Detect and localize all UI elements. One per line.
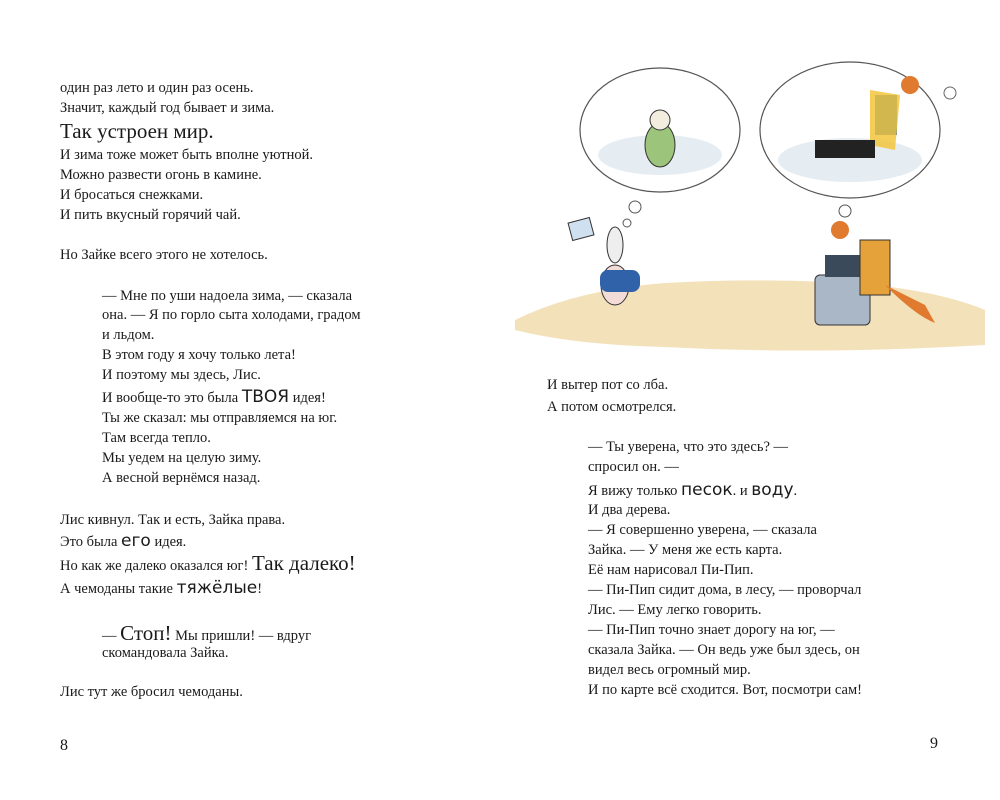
left-page-text-line — [60, 553, 356, 576]
right-page-text-line — [588, 680, 862, 700]
left-page-text-line — [102, 305, 361, 325]
text-segment: — Мне по уши надоела зима, — сказала — [102, 288, 353, 304]
text-segment: один раз лето и один раз осень. — [60, 80, 254, 96]
emphasized-word: Так устроен мир. — [60, 119, 214, 143]
right-page-text-line — [588, 540, 782, 560]
text-segment: Лис тут же бросил чемоданы. — [60, 684, 243, 700]
right-page-text-line — [588, 560, 754, 580]
text-segment: она. — Я по горло сыта холодами, градом — [102, 307, 361, 323]
left-page-text-line — [102, 345, 296, 365]
text-segment: В этом году я хочу только лета! — [102, 347, 296, 363]
right-page-text-line — [588, 660, 751, 680]
left-page-text-line — [60, 145, 313, 165]
text-segment: Её нам нарисовал Пи-Пип. — [588, 562, 754, 578]
text-segment: скомандовала Зайка. — [102, 645, 229, 661]
left-page-text-line — [102, 448, 261, 468]
text-segment: И пить вкусный горячий чай. — [60, 207, 241, 223]
text-segment: Значит, каждый год бывает и зима. — [60, 100, 275, 116]
left-page-text-line — [102, 365, 261, 385]
right-page-text-line — [588, 500, 670, 520]
text-segment: видел весь огромный мир. — [588, 662, 751, 678]
right-page-text-line — [547, 375, 668, 395]
right-page-text-line — [547, 397, 676, 417]
right-page-text-line — [588, 600, 762, 620]
emphasized-word: Стоп! — [120, 621, 172, 645]
text-segment: — — [102, 628, 121, 644]
text-segment: ! — [257, 581, 263, 597]
text-segment: Я вижу только — [588, 483, 682, 499]
text-segment: И вообще-то это была — [102, 390, 242, 406]
text-segment: — Пи-Пип сидит дома, в лесу, — проворчал — [588, 582, 862, 598]
left-page-text-line — [102, 468, 260, 488]
left-page-text-line — [60, 205, 241, 225]
right-page-text-line — [588, 520, 817, 540]
emphasized-word: тяжёлые — [176, 578, 258, 598]
text-segment: Это была — [60, 534, 122, 550]
text-segment: Там всегда тепло. — [102, 430, 211, 446]
sand-ground — [515, 280, 985, 350]
right-page-text-line — [588, 480, 797, 501]
left-page-text-line — [60, 682, 243, 702]
right-page-text-line — [588, 437, 788, 457]
text-segment: И бросаться снежками. — [60, 187, 204, 203]
left-page-text-line — [60, 245, 268, 265]
emphasized-word: его — [121, 531, 151, 551]
text-segment: спросил он. — — [588, 459, 679, 475]
text-segment: И два дерева. — [588, 502, 671, 518]
text-segment: Но как же далеко оказался юг! — [60, 558, 252, 574]
illustration-fox-and-bunny — [515, 55, 985, 355]
page-number-right: 9 — [930, 735, 938, 752]
text-segment: Но Зайке всего этого не хотелось. — [60, 247, 268, 263]
text-segment: А потом осмотрелся. — [547, 399, 677, 415]
left-page-text-line — [102, 286, 352, 306]
left-page-text-line — [60, 185, 203, 205]
emphasized-word: песок — [681, 480, 733, 500]
left-page-text-line — [102, 643, 228, 663]
left-page-text-line — [102, 428, 211, 448]
right-page-text-line — [588, 640, 860, 660]
text-segment: Зайка. — У меня же есть карта. — [588, 542, 783, 558]
bunny-with-bag-figure — [568, 217, 640, 305]
text-segment: И зима тоже может быть вполне уютной. — [60, 147, 313, 163]
text-segment: И поэтому мы здесь, Лис. — [102, 367, 261, 383]
left-page-text-line — [60, 510, 285, 530]
text-segment: идея! — [289, 390, 326, 406]
text-segment: идея. — [150, 534, 187, 550]
text-segment: Мы уедем на целую зиму. — [102, 450, 262, 466]
text-segment: Можно развести огонь в камине. — [60, 167, 262, 183]
right-page-text-line — [588, 457, 679, 477]
text-segment: и льдом. — [102, 327, 155, 343]
text-segment: И вытер пот со лба. — [547, 377, 669, 393]
emphasized-word: воду — [751, 480, 794, 500]
left-page-text-line — [60, 578, 262, 599]
text-segment: — Пи-Пип точно знает дорогу на юг, — — [588, 622, 835, 638]
left-page-text-line — [60, 98, 274, 118]
emphasized-word: Так далеко! — [251, 551, 356, 575]
left-page-text-line — [60, 78, 254, 98]
left-page-text-line — [102, 387, 326, 408]
text-segment: . и — [732, 483, 752, 499]
right-page-text-line — [588, 620, 835, 640]
text-segment: сказала Зайка. — Он ведь уже был здесь, он — [588, 642, 860, 658]
text-segment: Лис. — Ему легко говорить. — [588, 602, 762, 618]
emphasized-word: ТВОЯ — [241, 387, 290, 407]
page-number-left: 8 — [60, 737, 68, 754]
left-page-text-line — [60, 121, 214, 144]
text-segment: И по карте всё сходится. Вот, посмотри сам! — [588, 682, 862, 698]
text-segment: Мы пришли! — вдруг — [171, 628, 312, 644]
left-page-text-line — [102, 408, 337, 428]
left-page-text-line — [102, 325, 154, 345]
text-segment: — Ты уверена, что это здесь? — — [588, 439, 789, 455]
left-page-text-line — [60, 531, 186, 552]
text-segment: Лис кивнул. Так и есть, Зайка права. — [60, 512, 286, 528]
left-page-text-line — [60, 165, 262, 185]
text-segment: А весной вернёмся назад. — [102, 470, 261, 486]
right-page-text-line — [588, 580, 861, 600]
text-segment: А чемоданы такие — [60, 581, 177, 597]
text-segment: — Я совершенно уверена, — сказала — [588, 522, 817, 538]
text-segment: Ты же сказал: мы отправляемся на юг. — [102, 410, 338, 426]
text-segment: . — [793, 483, 798, 499]
